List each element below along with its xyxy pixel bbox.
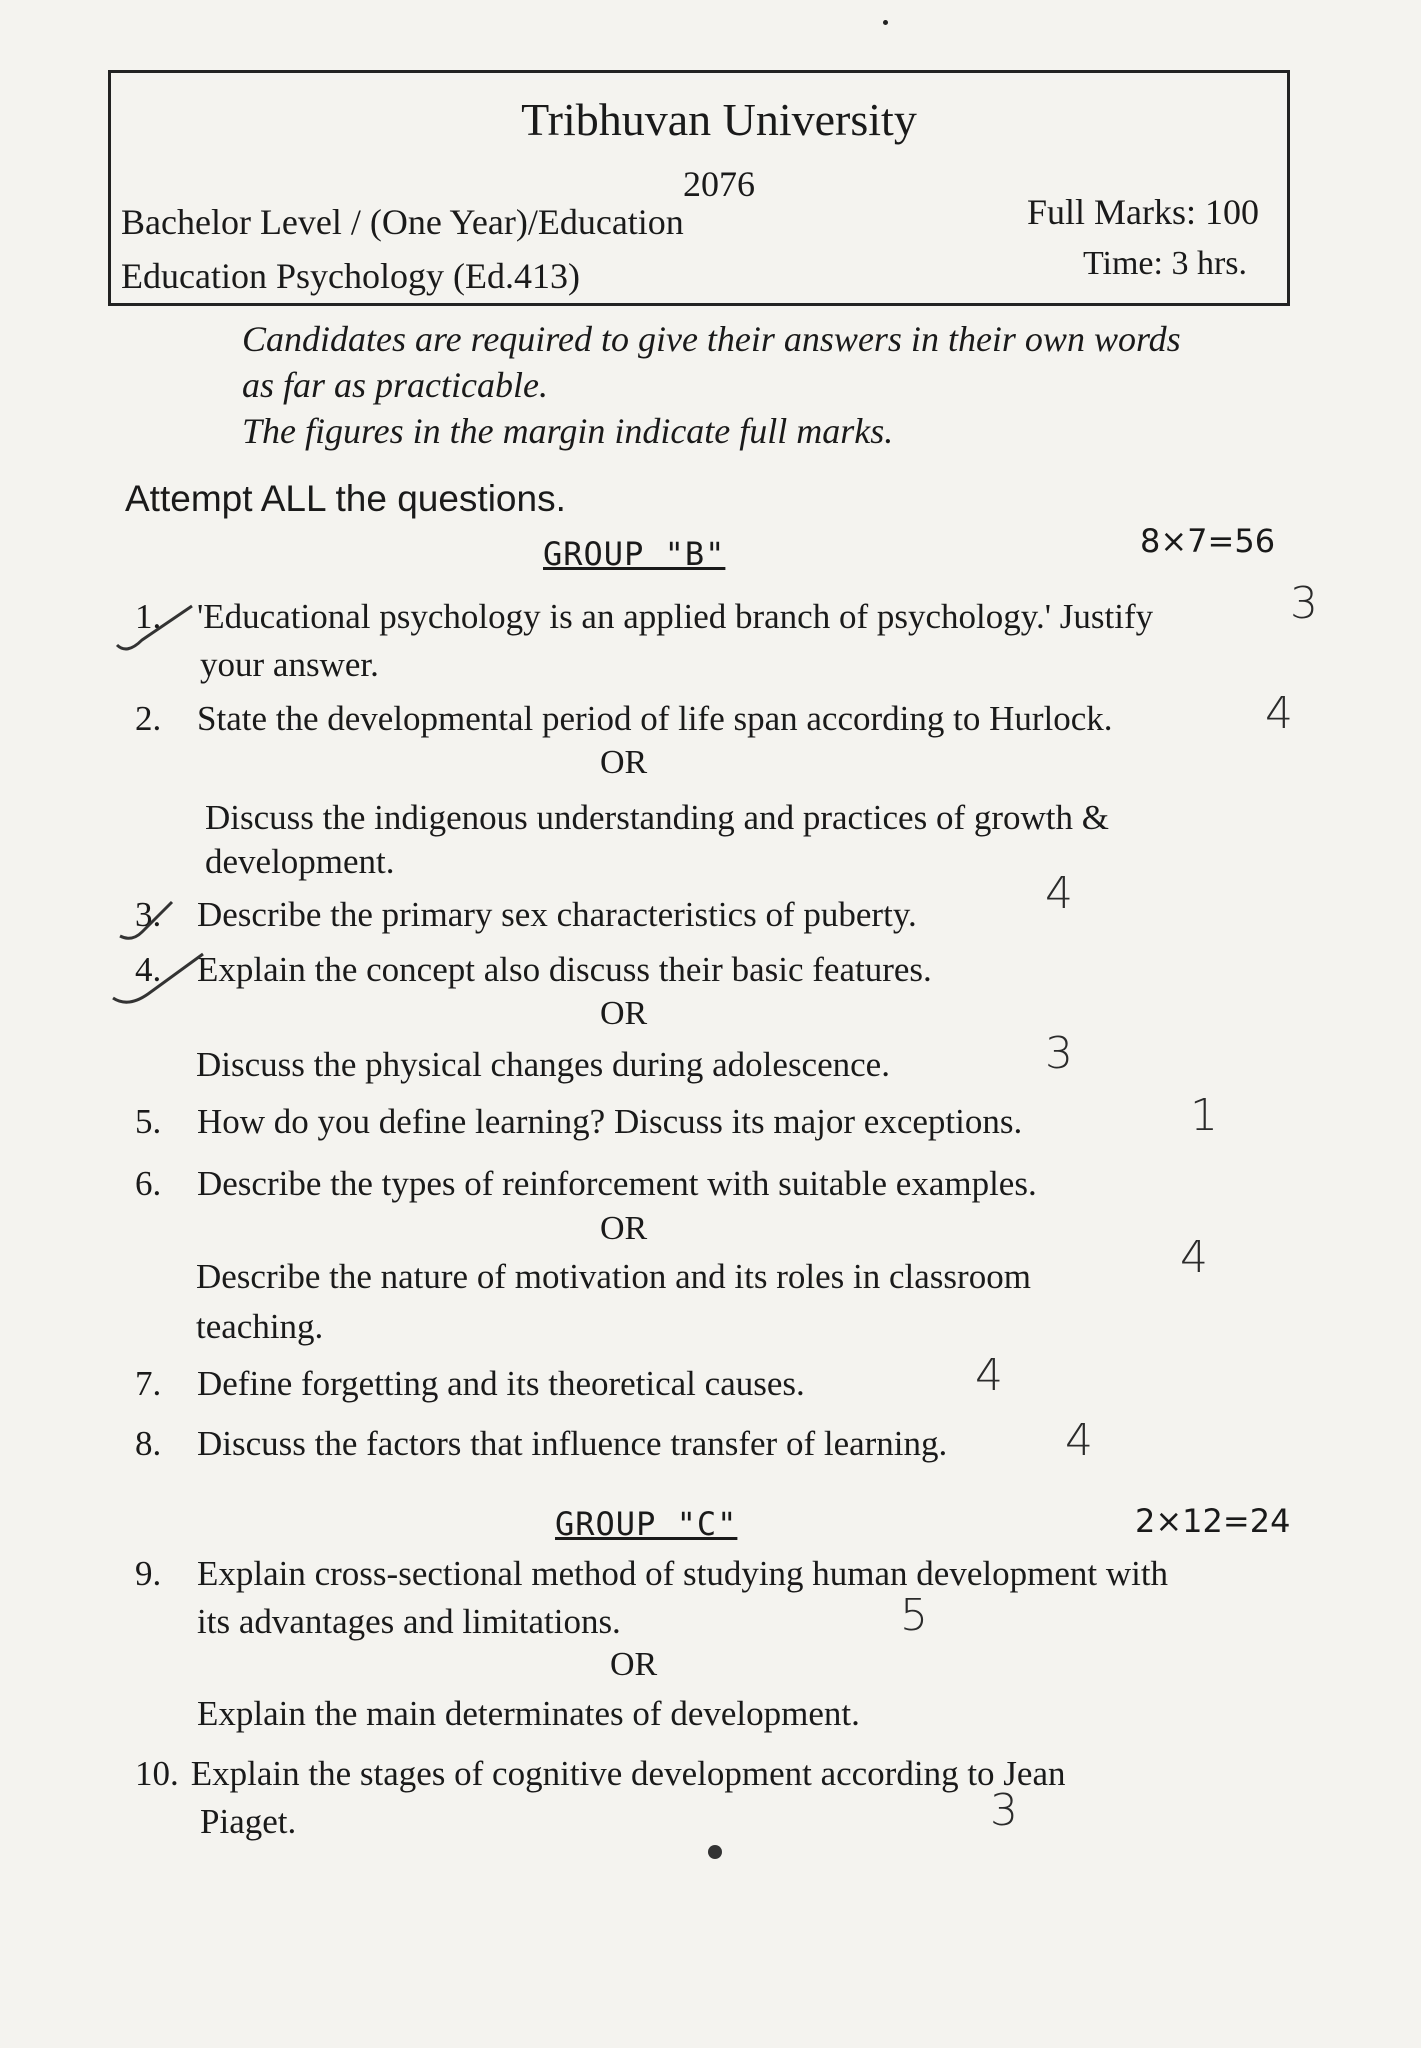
- question-4: [135, 948, 932, 992]
- handwritten-note: 1: [1190, 1090, 1218, 1141]
- handwritten-note: 4: [1045, 868, 1073, 919]
- handwritten-note: 4: [1065, 1415, 1093, 1466]
- alternative-question: Describe the nature of motivation and its roles in classroom: [196, 1257, 1031, 1296]
- or-label: OR: [610, 1646, 658, 1683]
- university-title: Tribhuvan University: [521, 94, 917, 145]
- course-title: Education Psychology (Ed.413): [121, 256, 580, 296]
- instruction-line-2: as far as practicable.: [242, 365, 548, 405]
- question-10: [135, 1752, 1305, 1796]
- question-number: 8.: [135, 1424, 162, 1463]
- question-5: [135, 1100, 1022, 1144]
- question-text-content: Explain the stages of cognitive development according to Jean: [190, 1754, 1066, 1793]
- question-10-continued: Piaget.: [200, 1802, 297, 1841]
- question-6: [135, 1162, 1037, 1206]
- question-1-continued: your answer.: [200, 645, 379, 684]
- or-label: OR: [600, 995, 648, 1032]
- handwritten-note: 5: [900, 1590, 928, 1641]
- full-marks: Full Marks: 100: [1026, 192, 1259, 232]
- alternative-question-continued: development.: [205, 842, 395, 881]
- question-text: Explain cross-sectional method of studying human development with: [197, 1554, 1169, 1593]
- alternative-question: Explain the main determinates of development.: [197, 1694, 860, 1733]
- question-number: 1.: [135, 597, 162, 636]
- ink-dot: [708, 1845, 722, 1859]
- question-8: [135, 1422, 947, 1466]
- question-text-row: [135, 1752, 1305, 1796]
- question-text: Discuss the factors that influence transfer of learning.: [197, 1424, 948, 1463]
- group-c-title: GROUP "C": [555, 1505, 738, 1543]
- handwritten-note: 3: [1045, 1028, 1073, 1079]
- exam-time: Time: 3 hrs.: [1082, 245, 1247, 282]
- handwritten-note: 4: [1180, 1232, 1208, 1283]
- question-number: 9.: [135, 1554, 162, 1593]
- instruction-line-3: The figures in the margin indicate full marks.: [242, 411, 894, 451]
- question-number: 2.: [135, 699, 162, 738]
- speck: [883, 20, 888, 25]
- question-text: Describe the primary sex characteristics of puberty.: [197, 895, 917, 934]
- question-9-continued: its advantages and limitations.: [197, 1602, 621, 1641]
- group-b-marks: 8×7=56: [1140, 522, 1276, 560]
- question-3: [135, 893, 917, 937]
- tick-mark-icon: [112, 896, 182, 946]
- exam-year: 2076: [683, 164, 755, 204]
- instruction-line-1: Candidates are required to give their answers in their own words: [242, 319, 1181, 359]
- question-number: 5.: [135, 1102, 162, 1141]
- or-label: OR: [600, 1210, 648, 1247]
- group-b-title: GROUP "B": [543, 535, 726, 573]
- question-1: [135, 595, 1153, 639]
- question-7: [135, 1362, 805, 1406]
- alternative-question: Discuss the physical changes during adolescence.: [196, 1045, 890, 1084]
- handwritten-note: 3: [1290, 578, 1318, 629]
- question-number: 3.: [135, 895, 162, 934]
- question-number: 7.: [135, 1364, 162, 1403]
- question-number: 4.: [135, 950, 162, 989]
- or-label: OR: [600, 744, 648, 781]
- handwritten-note: 3: [990, 1785, 1018, 1836]
- question-text: State the developmental period of life span according to Hurlock.: [197, 699, 1113, 738]
- attempt-instruction: Attempt ALL the questions.: [125, 478, 566, 519]
- question-text: Define forgetting and its theoretical causes.: [197, 1364, 805, 1403]
- program-level: Bachelor Level / (One Year)/Education: [121, 202, 684, 242]
- question-2: [135, 697, 1113, 741]
- question-text: Explain the concept also discuss their basic features.: [197, 950, 932, 989]
- group-c-marks: 2×12=24: [1135, 1502, 1291, 1540]
- question-text: Describe the types of reinforcement with suitable examples.: [197, 1164, 1037, 1203]
- tick-mark-icon: [112, 600, 202, 655]
- question-9: [135, 1552, 1168, 1596]
- handwritten-note: 4: [975, 1350, 1003, 1401]
- alternative-question: Discuss the indigenous understanding and practices of growth &: [205, 798, 1109, 837]
- question-text: 'Educational psychology is an applied branch of psychology.' Justify: [197, 597, 1154, 636]
- question-number: 6.: [135, 1164, 162, 1203]
- alternative-question-continued: teaching.: [196, 1307, 324, 1346]
- question-text: How do you define learning? Discuss its major exceptions.: [197, 1102, 1023, 1141]
- header-box: [108, 70, 1290, 306]
- tick-mark-icon: [108, 950, 208, 1010]
- question-text: [191, 1752, 1305, 1796]
- question-number: 10.: [135, 1754, 179, 1793]
- handwritten-note: 4: [1265, 688, 1293, 739]
